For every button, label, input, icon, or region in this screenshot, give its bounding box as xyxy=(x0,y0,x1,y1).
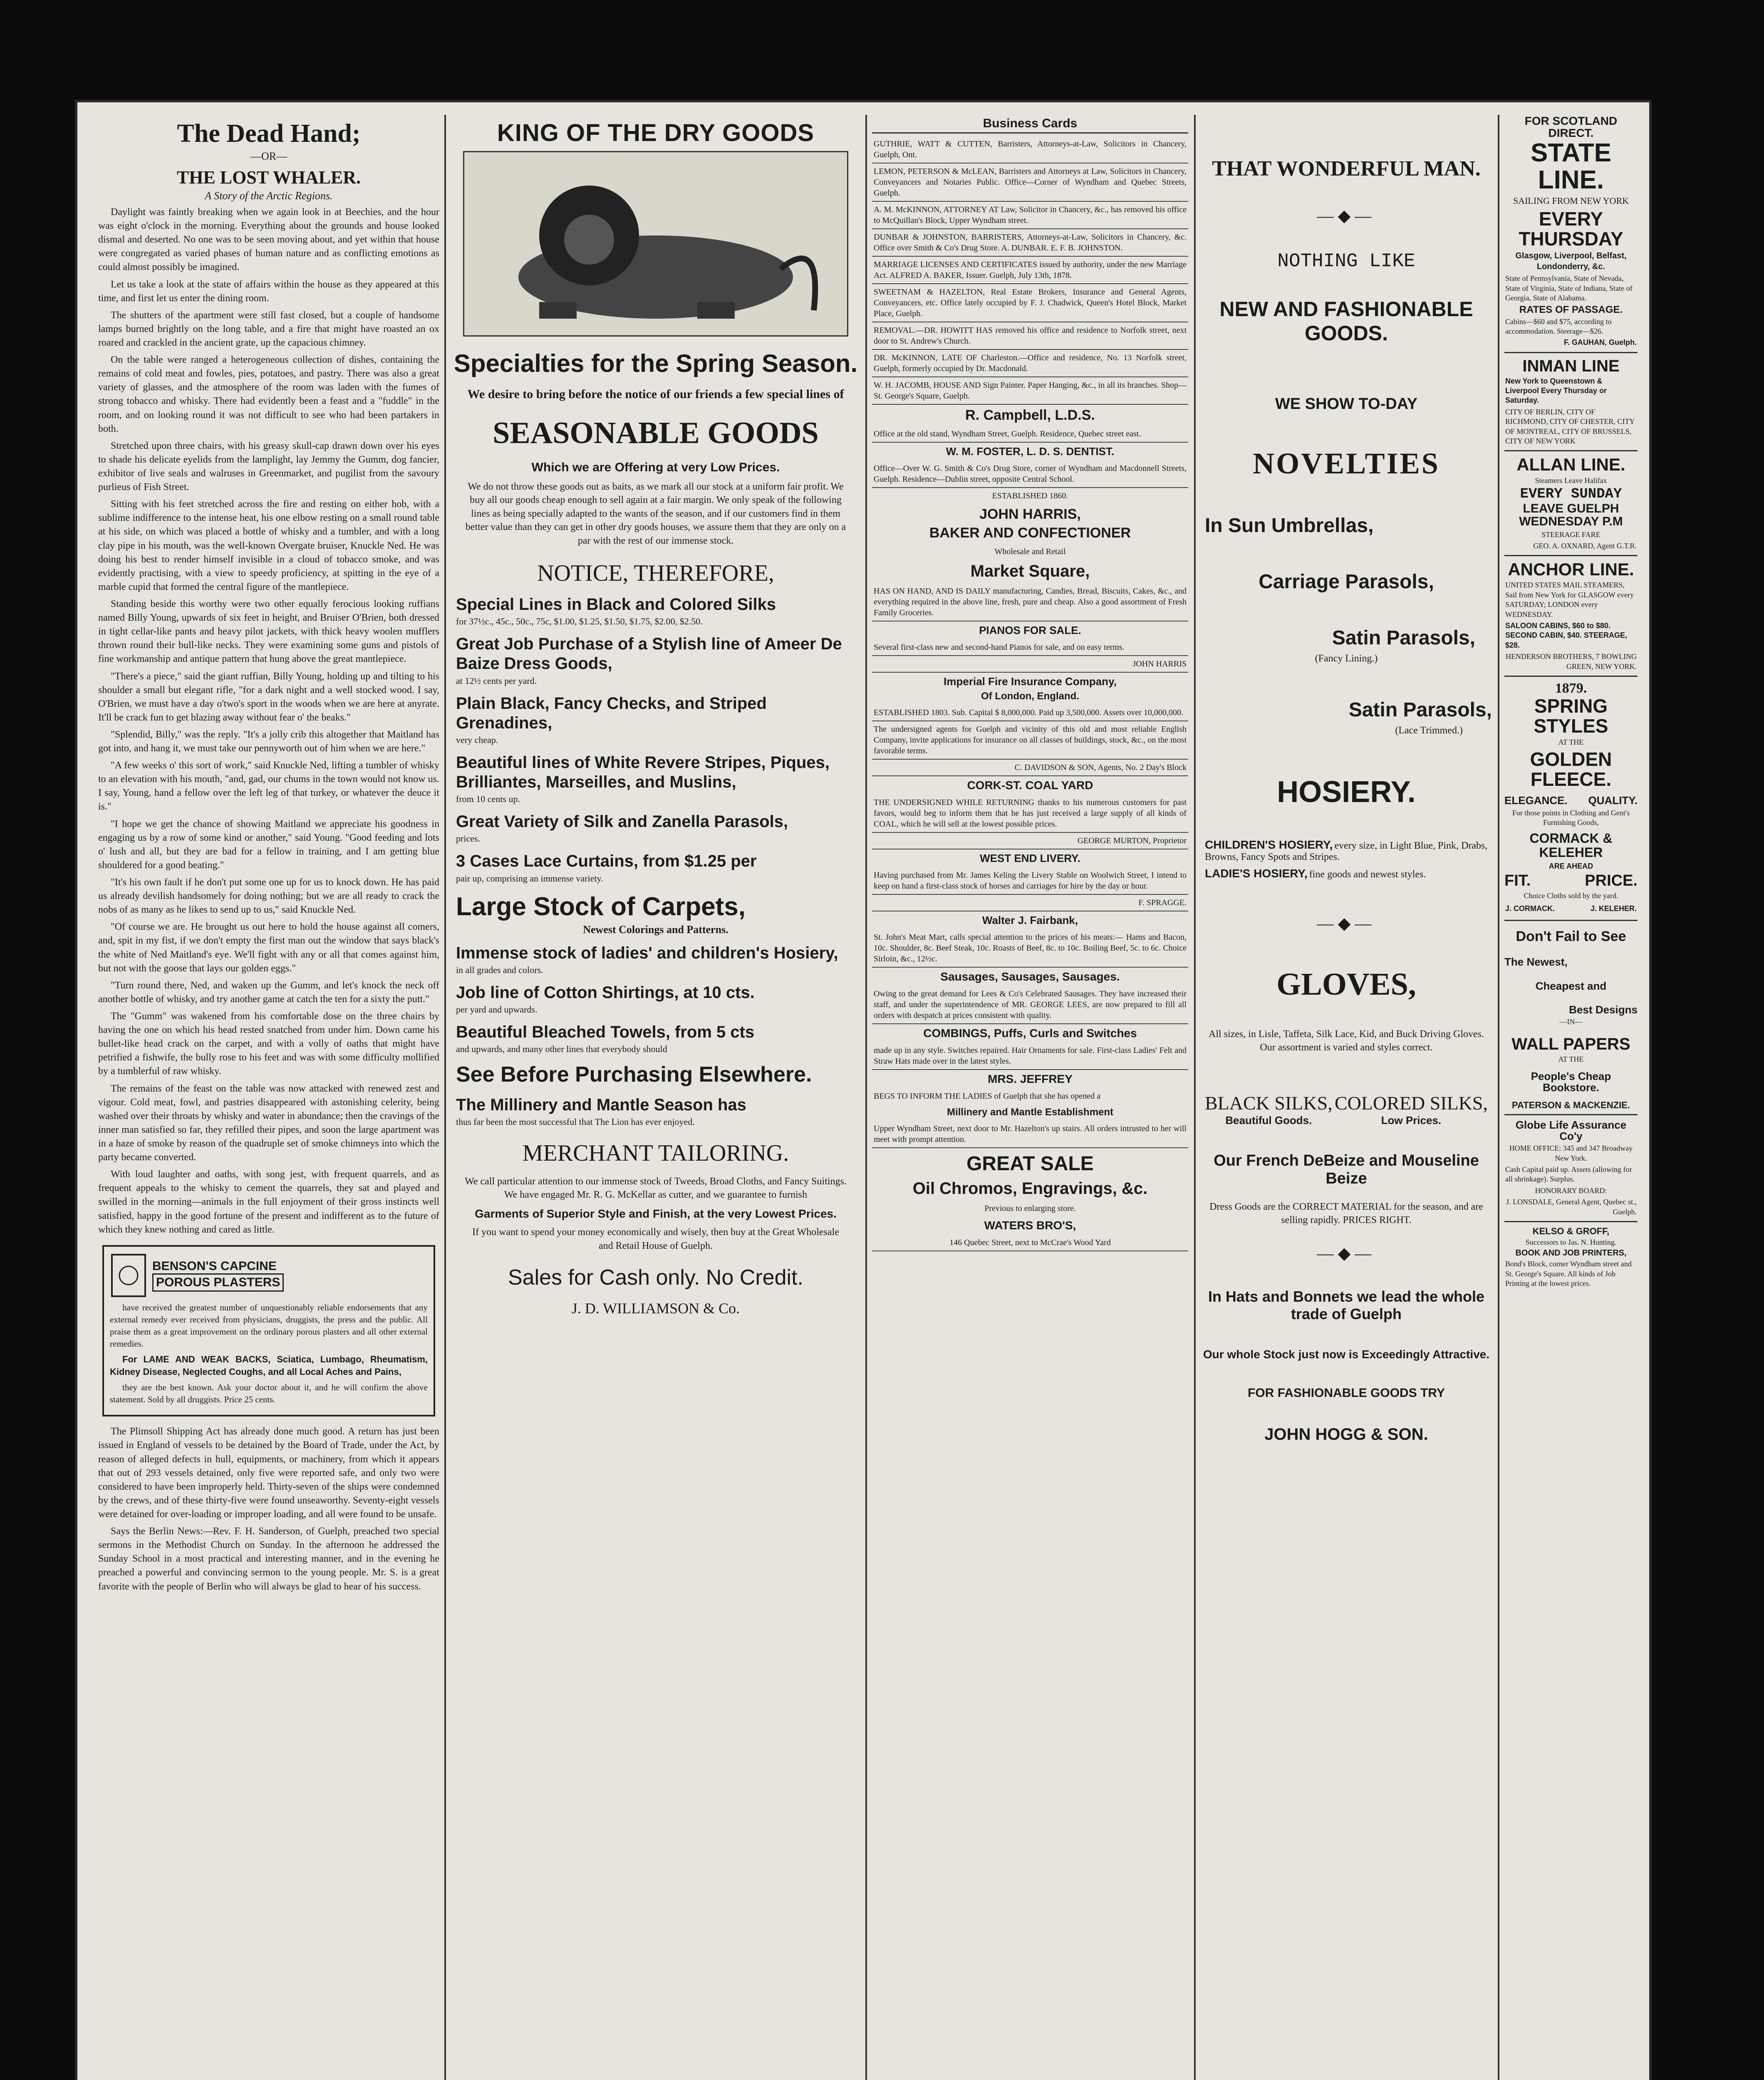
wholesale-text: Wholesale and Retail xyxy=(994,547,1066,556)
line-item: Great Job Purchase of a Stylish line of Ameer De Baize Dress Goods, xyxy=(456,635,842,673)
umbrellas: In Sun Umbrellas, xyxy=(1205,515,1374,537)
notice-heading: NOTICE, THEREFORE, xyxy=(537,560,774,586)
j-keleher: J. KELEHER. xyxy=(1590,904,1637,913)
imperial-text: ESTABLISHED 1803. Sub. Capital $ 8,000,000. Paid up 3,500,000. Assets over 10,000,000. xyxy=(872,705,1188,721)
stock-text: Our whole Stock just now is Exceedingly Attractive. xyxy=(1203,1348,1490,1361)
satin-parasols-1-note: (Fancy Lining.) xyxy=(1315,653,1378,664)
paterson: PATERSON & MACKENZIE. xyxy=(1512,1099,1630,1110)
ladies-hosiery-note: fine goods and newest styles. xyxy=(1309,869,1426,880)
allan-text: Steamers Leave Halifax xyxy=(1535,476,1607,485)
tailoring-paragraph: We call particular attention to our immense stock of Tweeds, Broad Cloths, and Fancy Suitings. We have engaged Mr. R. G. McKellar as cutter, and we guarantee to furnish xyxy=(465,1176,847,1201)
story-paragraph: "It's his own fault if he don't put some one up for us to knock down. He has paid us already devilish handsomely for doing nothing; but we are all ready to crack the nobs of as many as he likes to send up to us," said Knuckle Ned. xyxy=(98,877,439,916)
leave-guelph: LEAVE GUELPH WEDNESDAY P.M xyxy=(1519,501,1623,529)
story-or: —OR— xyxy=(250,150,287,162)
carriage-parasols: Carriage Parasols, xyxy=(1259,571,1434,593)
dont-fail: Don't Fail to See xyxy=(1516,928,1626,944)
story-paragraph: "I hope we get the chance of showing Maitland we appreciate his goodness in engaging us by a row of some kind or another," said Young. "Good feeding and lots o' lush and all, but they are bad for a fellow in training, and I am getting blue shouldered for a good beating." xyxy=(98,818,439,871)
story-paragraph: Sitting with his feet stretched across the fire and resting on either hob, with a sublime indifference to the intense heat, his one elbow resting on a small round table at his side, on which was placed a bottle of whisky and a tumbler, and with a long clay pipe in his mouth, was the well-known Overgate bruiser, Knuckle Ned. He was doing his best to render himself invisible in a cloud of tobacco smoke, and was evidently practising, with a view to speedy proficiency, at spitting in the eye of a marble cupid that formed the central figure of the mantlepiece. xyxy=(98,499,439,592)
story-paragraph: Daylight was faintly breaking when we again look in at Beechies, and the hour was eight o'clock in the morning. Everything about the grounds and house looked dismal and deserted. No one was to be seen moving about, and yet within that house were congregated as varied phases of human nature and as conflicting emotions as could almost possibly be imagined. xyxy=(98,207,439,273)
book-heading: BOOK AND JOB PRINTERS, xyxy=(1515,1248,1627,1258)
at-the-2: AT THE xyxy=(1558,1055,1584,1063)
column-rule xyxy=(1194,115,1196,2080)
livery-heading: WEST END LIVERY. xyxy=(980,852,1080,864)
lion-illustration xyxy=(463,151,848,337)
business-card: DUNBAR & JOHNSTON, BARRISTERS, Attorneys-at-Law, Solicitors in Chancery, &c. Office over Smith & Co's Drug Store. A. DUNBAR. E. F. B. JOHNSTON. xyxy=(872,229,1188,257)
cork-heading: CORK-ST. COAL YARD xyxy=(967,779,1093,792)
livery-text: Having purchased from Mr. James Keling the Livery Stable on Woolwich Street, I intend to keep on hand a first-class stock of horses and carriages for hire by the day or hour. xyxy=(872,867,1188,895)
ornament: —◆— xyxy=(1317,914,1376,933)
line-detail: and upwards, and many other lines that everybody should xyxy=(456,1044,667,1055)
satin-parasols-2: Satin Parasols, xyxy=(1348,699,1492,721)
inman-ships: CITY OF BERLIN, CITY OF RICHMOND, CITY OF CHESTER, CITY OF MONTREAL, CITY OF BRUSSELS, CITY OF NEW YORK xyxy=(1505,407,1635,446)
waters-heading: WATERS BRO'S, xyxy=(984,1219,1076,1232)
fashionable-text: FOR FASHIONABLE GOODS TRY xyxy=(1248,1386,1445,1400)
choice-text: Choice Cloths sold by the yard. xyxy=(1524,891,1618,900)
hogg-headline: THAT WONDERFUL MAN. xyxy=(1212,157,1481,181)
plaster-text: have received the greatest number of unquestionably reliable endorsements that any external remedy ever received from physicians, druggists, the press and the public. All praise them as a great improvement on the ordinary porous plasters and all other external remedies. xyxy=(110,1302,428,1349)
sausages-text: Owing to the great demand for Lees & Co's Celebrated Sausages. They have increased their staff, and under the superintendence of MR. GEORGE LEES, are now prepared to fill all orders with despatch at prices consistent with quality. xyxy=(872,986,1188,1024)
baker-heading: BAKER AND CONFECTIONER xyxy=(929,525,1131,541)
childrens-hosiery-note: every size, in Light Blue, Pink, Drabs, Browns, Fancy Spots and Stripes. xyxy=(1205,840,1488,862)
year-heading: 1879. xyxy=(1555,680,1587,696)
column-rule xyxy=(444,115,446,2080)
plaster-bold: For LAME AND WEAK BACKS, Sciatica, Lumbago, Rheumatism, Kidney Disease, Neglected Coughs, and all Local Aches and Pains, xyxy=(110,1354,428,1377)
satin-parasols-1: Satin Parasols, xyxy=(1332,627,1475,649)
anchor-heading: ANCHOR LINE. xyxy=(1508,560,1634,579)
plaster-text-2: they are the best known. Ask your doctor about it, and he will confirm the above statement. Sold by all druggists. Price 25 cents. xyxy=(110,1382,428,1405)
state-line-heading: STATE LINE. xyxy=(1530,138,1612,194)
harris-signature: JOHN HARRIS xyxy=(872,656,1188,673)
line-item: 3 Cases Lace Curtains, from $1.25 per xyxy=(456,852,757,871)
line-item: Beautiful lines of White Revere Stripes, Piques, Brilliantes, Marseilles, and Muslins, xyxy=(456,753,830,792)
honorary-board: HONORARY BOARD: xyxy=(1535,1186,1607,1195)
established-text: ESTABLISHED 1860. xyxy=(992,491,1068,500)
gloves-text: All sizes, in Lisle, Taffeta, Silk Lace, Kid, and Buck Driving Gloves. Our assortment is varied and styles correct. xyxy=(1209,1028,1484,1053)
campbell-heading: R. Campbell, L.D.S. xyxy=(965,407,1095,423)
line-item: Plain Black, Fancy Checks, and Striped Grenadines, xyxy=(456,694,767,732)
cheapest: Cheapest and xyxy=(1535,979,1607,992)
story-paragraph: On the table were ranged a heterogeneous collection of dishes, containing the remains of cold meat and fowles, pies, potatoes, and pastry. There was also a great variety of glasses, and the atmosphere of the room was laden with the fumes of strong tobacco and whisky. There had evidently been a feast and a "fuddle" in the room, and on looking round it was not difficult to see who had been partakers in both. xyxy=(98,354,439,434)
hats-heading: In Hats and Bonnets we lead the whole trade of Guelph xyxy=(1208,1288,1485,1323)
jeffrey-heading: MRS. JEFFREY xyxy=(988,1072,1073,1085)
inman-heading: INMAN LINE xyxy=(1522,357,1620,375)
business-card: SWEETNAM & HAZELTON, Real Estate Brokers, Insurance and General Agents, Conveyancers, etc. Office lately occupied by F. J. Chadwick, Queen's Hotel Block, Market Place, Guelph. xyxy=(872,284,1188,322)
advertisements-column xyxy=(1504,115,1638,2080)
ornament: —◆— xyxy=(1317,1244,1376,1263)
great-sale-heading: GREAT SALE xyxy=(966,1153,1094,1175)
ad-signature: J. D. WILLIAMSON & Co. xyxy=(571,1300,740,1317)
lonsdale: J. LONSDALE, General Agent, Quebec st., Guelph. xyxy=(1506,1198,1637,1216)
story-paragraph: "Splendid, Billy," was the reply. "It's a jolly crib this altogether that Maitland has got into, and hang it, we must take our pennyworth out of him when we are here." xyxy=(98,729,439,754)
story-paragraph: "Turn round there, Ned, and waken up the Gumm, and let's knock the neck off another bottle of whisky, and try another game at catch the ten for a sixty the putt." xyxy=(98,980,439,1005)
business-card: MARRIAGE LICENSES AND CERTIFICATES issued by authority, under the new Marriage Act. ALFRED A. BAKER, Issuer. Guelph, July 13th, 1878. xyxy=(872,257,1188,284)
ports-text: Glasgow, Liverpool, Belfast, Londonderry, &c. xyxy=(1515,251,1627,272)
plaster-title-2: POROUS PLASTERS xyxy=(152,1273,284,1292)
line-item: See Before Purchasing Elsewhere. xyxy=(456,1062,812,1087)
business-card: LEMON, PETERSON & McLEAN, Barristers and Attorneys at Law, Solicitors in Chancery, Conveyancers and Notaries Public. Office—Corner of Wyndham and Quebec Streets, Guelph. xyxy=(872,163,1188,202)
at-the: AT THE xyxy=(1558,738,1584,747)
ornament: —◆— xyxy=(1317,206,1376,225)
line-item: Special Lines in Black and Colored Silks xyxy=(456,595,776,614)
globe-text: HOME OFFICE: 345 and 347 Broadway New York. xyxy=(1509,1144,1633,1162)
novelties-heading: NOVELTIES xyxy=(1253,447,1440,480)
williamson-ad xyxy=(452,115,860,2080)
news-paragraph: The Plimsoll Shipping Act has already done much good. A return has just been issued in England of vessels to be detained by the Board of Trade, under the Act, by reason of alleged defects in hull, equipments, or machinery, from which it appears that out of 293 vessels detained, only five were reported safe, and only two were considered to have been improperly held. Thirty-seven of the ships were condemned by the crews, and of these thirty-five were found unseaworthy. Seventy-eight vessels were detained for over-loading or improper loading, and all were found to be unsafe. xyxy=(98,1426,439,1520)
line-item: Immense stock of ladies' and children's Hosiery, xyxy=(456,943,838,962)
chromos-text: Previous to enlarging store. xyxy=(984,1204,1076,1213)
satin-parasols-2-note: (Lace Trimmed.) xyxy=(1395,725,1463,736)
line-detail: at 12½ cents per yard. xyxy=(456,675,537,686)
foster-text: Office—Over W. G. Smith & Co's Drug Store, corner of Wyndham and Macdonnell Streets, Guelph. Residence—Dublin street, opposite Central School. xyxy=(872,461,1188,488)
imperial-text-2: The undersigned agents for Guelph and vicinity of this old and most reliable English Company, invite applications for insurance on all classes of buildings, stock, &c., on the most favorable terms. xyxy=(872,721,1188,760)
black-silks: BLACK SILKS, xyxy=(1205,1092,1333,1114)
in-text: —IN— xyxy=(1559,1018,1583,1026)
pianos-text: Several first-class new and second-hand Pianos for sale, and on easy terms. xyxy=(872,639,1188,656)
combings-text: made up in any style. Switches repaired. Hair Ornaments for sale. First-class Ladies' Felt and Straw Hats made over in the latest styles. xyxy=(872,1042,1188,1070)
imperial-heading: Imperial Fire Insurance Company, xyxy=(944,675,1117,688)
anchor-fares: SALOON CABINS, $60 to $80. SECOND CABIN, $40. STEERAGE, $28. xyxy=(1505,622,1628,649)
anchor-text: UNITED STATES MAIL STEAMERS, Sail from New York for GLASGOW every SATURDAY; LONDON every WEDNESDAY. xyxy=(1505,581,1634,619)
story-title: The Dead Hand; xyxy=(177,119,361,148)
business-cards-header: Business Cards xyxy=(872,116,1188,134)
column-rule xyxy=(865,115,867,2080)
line-detail: from 10 cents up. xyxy=(456,794,520,805)
waters-text: 146 Quebec Street, next to McCrae's Wood Yard xyxy=(872,1235,1188,1251)
hogg-signature: JOHN HOGG & SON. xyxy=(1264,1425,1428,1444)
cork-signature: GEORGE MURTON, Proprietor xyxy=(872,833,1188,849)
line-detail: thus far been the most successful that The Lion has ever enjoyed. xyxy=(456,1116,695,1127)
cash-text: Sales for Cash only. No Credit. xyxy=(508,1265,803,1290)
best-designs: Best Designs xyxy=(1569,1003,1638,1016)
story-paragraph: Stretched upon three chairs, with his greasy skull-cap drawn down over his eyes to shade his delicate eyelids from the lamplight, lay Jemmy the Gumm, dog fancier, exhibitor of live seals and walruses in Greenmarket, and pugilist from the savoury purlieus of Fish Street. xyxy=(98,440,439,493)
black-silks-note: Beautiful Goods. xyxy=(1225,1114,1312,1127)
clothing-text: For those points in Clothing and Gent's Furnishing Goods, xyxy=(1512,808,1630,827)
debeize-heading: Our French DeBeize and Mouseline Beize xyxy=(1214,1151,1479,1187)
elegance: ELEGANCE. xyxy=(1504,794,1568,807)
wall-papers: WALL PAPERS xyxy=(1511,1035,1630,1053)
kelso-heading: KELSO & GROFF, xyxy=(1532,1226,1610,1236)
market-heading: Market Square, xyxy=(970,562,1090,580)
story-column xyxy=(98,115,439,2080)
every-sunday: EVERY SUNDAY xyxy=(1520,486,1622,502)
price: PRICE. xyxy=(1585,872,1638,889)
business-card: DR. McKINNON, LATE OF Charleston.—Office and residence, No. 13 Norfolk street, Guelph, formerly occupied by Dr. Macdonald. xyxy=(872,350,1188,377)
cork-text: THE UNDERSIGNED WHILE RETURNING thanks to his numerous customers for past favors, would beg to inform them that he has just received a large supply of all kinds of COAL, which he will sell at the lowest possible prices. xyxy=(872,795,1188,833)
combings-heading: COMBINGS, Puffs, Curls and Switches xyxy=(923,1027,1137,1040)
are-ahead: ARE AHEAD xyxy=(1548,862,1593,870)
golden-fleece: GOLDEN FLEECE. xyxy=(1530,748,1612,790)
chromos-heading: Oil Chromos, Engravings, &c. xyxy=(912,1179,1148,1198)
jeffrey-text-2: Upper Wyndham Street, next door to Mr. Hazelton's up stairs. All orders intrusted to her will meet with prompt attention. xyxy=(872,1121,1188,1148)
j-cormack: J. CORMACK. xyxy=(1505,904,1555,913)
line-item: Large Stock of Carpets, xyxy=(456,892,746,921)
intro-text: We desire to bring before the notice of our friends a few special lines of xyxy=(467,387,844,401)
kelso-text: Successors to Jas. N. Hunting. xyxy=(1525,1238,1617,1247)
plaster-title-1: BENSON'S CAPCINE xyxy=(152,1259,277,1273)
ladies-hosiery: LADIE'S HOSIERY, xyxy=(1205,867,1308,880)
quality: QUALITY. xyxy=(1588,794,1638,807)
harris-heading: JOHN HARRIS, xyxy=(979,506,1081,522)
business-cards-column xyxy=(872,115,1188,2080)
ad-paragraph: We do not throw these goods out as baits, as we mark all our stock at a uniform fair profit. We buy all our goods cheap enough to sell again at a fair margin. We only speak of the following lines as being specially adapted to the wants of the season, and if our customers find in them better value than they can get in other dry goods houses, we assure them that they are only on a par with the rest of our immense stock. xyxy=(465,481,846,546)
debeize-text: Dress Goods are the CORRECT MATERIAL for the season, and are selling rapidly. PRICES RIGHT. xyxy=(1209,1201,1483,1226)
plasters-ad xyxy=(102,1245,435,1417)
rates-heading: RATES OF PASSAGE. xyxy=(1519,304,1623,316)
hogg-ad xyxy=(1201,115,1492,2080)
newspaper-page xyxy=(75,100,1652,2080)
line-item: Beautiful Bleached Towels, from 5 cts xyxy=(456,1023,755,1042)
tailoring-heading: MERCHANT TAILORING. xyxy=(522,1140,789,1166)
fairbank-text: St. John's Meat Mart, calls special attention to the prices of his meats:— Hams and Bacon, 10c. Shoulder, 8c. Beef Steak, 10c. Roasts of Beef, 8c. to 10c. Boiling Beef, 5c. to 6c. Choice Sirloin, &c., 12½c. xyxy=(872,929,1188,968)
globe-text-2: Cash Capital paid up. Assets (allowing for all shrinkage). Surplus. xyxy=(1505,1165,1632,1184)
line-item: Great Variety of Silk and Zanella Parasols, xyxy=(456,812,788,831)
imperial-subheading: Of London, England. xyxy=(981,691,1079,702)
gloves-heading: GLOVES, xyxy=(1276,966,1416,1002)
childrens-hosiery: CHILDREN'S HOSIERY, xyxy=(1205,838,1333,851)
business-card: REMOVAL.—DR. HOWITT HAS removed his office and residence to Norfolk street, next door to St. Andrew's Church. xyxy=(872,322,1188,350)
colored-silks: COLORED SILKS, xyxy=(1334,1092,1488,1114)
campbell-text: Office at the old stand, Wyndham Street, Guelph. Residence, Quebec street east. xyxy=(872,426,1188,443)
ships-text: State of Pennsylvania, State of Nevada, State of Virginia, State of Indiana, State of Georgia, State of Alabama. xyxy=(1505,274,1633,302)
bookstore: People's Cheap Bookstore. xyxy=(1531,1070,1611,1094)
line-detail: Newest Colorings and Patterns. xyxy=(583,923,728,936)
story-paragraph: Standing beside this worthy were two other equally ferocious looking ruffians named Billy Young, upwards of six feet in height, and Bruiser O'Brien, both dressed in tight cellar-like pants and heavy pilot jackets, with thick heavy woolen mufflers thrown round their bull-like necks. They were examining some guns and pistols of fine workmanship and antique pattern that hung above the great mantlepiece. xyxy=(98,598,439,665)
story-paragraph: The "Gumm" was wakened from his comfortable dose on the three chairs by having the one on which his head rested snatched from under him. Down came his bullet-like head crack on the carpet, and with a volly of oaths that might have petrified a fishwife, the bully rose to his feet and was with some difficulty mollified by a tumblerful of raw whisky. xyxy=(98,1011,439,1077)
line-detail: pair up, comprising an immense variety. xyxy=(456,873,603,884)
globe-heading: Globe Life Assurance Co'y xyxy=(1515,1118,1627,1142)
story-paragraph: Let us take a look at the state of affairs within the house as they appeared at this time, and first let us enter the dining room. xyxy=(98,279,439,304)
imperial-signature: C. DAVIDSON & SON, Agents, No. 2 Day's Block xyxy=(872,760,1188,776)
story-paragraph: "A few weeks o' this sort of work," said Knuckle Ned, lifting a tumbler of whisky to an elevation with his mouth, "and, gad, our chums in the town would not know us. I say, Young, hand a fellow over the left leg of that turkey, or whatever the deuce it is." xyxy=(98,760,439,812)
line-item: Job line of Cotton Shirtings, at 10 cts. xyxy=(456,983,755,1002)
rates-text: Cabins—$60 and $75, according to accommodation. Steerage—$26. xyxy=(1505,317,1612,335)
millinery-heading: Millinery and Mantle Establishment xyxy=(946,1107,1114,1118)
every-thursday: EVERY THURSDAY xyxy=(1519,208,1623,250)
sailing-text: SAILING FROM NEW YORK xyxy=(1513,195,1629,206)
allan-agent: GEO. A. OXNARD, Agent G.T.R. xyxy=(1533,541,1637,550)
kelso-text-2: Bond's Block, corner Wyndham street and St. George's Square. All kinds of Job Printing at the lowest prices. xyxy=(1505,1260,1632,1288)
agent-1: F. GAUHAN, Guelph. xyxy=(1564,338,1637,347)
line-item: The Millinery and Mantle Season has xyxy=(456,1095,746,1114)
story-paragraph: "Of course we are. He brought us out here to hold the house against all comers, and, spit in my fist, if we don't empty the first man out the window that says black's the white of Ned Maitland's eye. We'll fight with any or all that comes against him, but not with the goose that lays our golden eggs." xyxy=(98,921,439,974)
spend-text: If you want to spend your money economically and wisely, then buy at the Great Wholesale and Retail House of Guelph. xyxy=(472,1227,839,1251)
pianos-heading: PIANOS FOR SALE. xyxy=(979,624,1081,636)
jeffrey-text: BEGS TO INFORM THE LADIES of Guelph that she has opened a xyxy=(874,1092,1100,1101)
show-today: WE SHOW TO-DAY xyxy=(1275,395,1418,413)
spring-styles: SPRING STYLES xyxy=(1534,695,1608,737)
plaster-icon xyxy=(110,1253,147,1298)
cormack-heading: CORMACK & KELEHER xyxy=(1529,831,1613,860)
business-card: GUTHRIE, WATT & CUTTEN, Barristers, Attorneys-at-Law, Solicitors in Chancery, Guelph, Ont. xyxy=(872,136,1188,163)
story-title-2: THE LOST WHALER. xyxy=(176,167,361,188)
harris-text: HAS ON HAND, AND IS DAILY manufacturing, Candies, Bread, Biscuits, Cakes, &c., and everything required in the above line, fresh, pure and cheap. Also a good assortment of Fresh Family Groceries. xyxy=(872,583,1188,622)
fairbank-heading: Walter J. Fairbank, xyxy=(982,914,1078,926)
steerage-heading: STEERAGE FARE xyxy=(1541,530,1600,539)
story-paragraph: The shutters of the apartment were still fast closed, but a couple of handsome lamps burned brightly on the long table, and a fire that might have roasted an ox roared and crackled in the ancient grate, up the capacious chimney. xyxy=(98,310,439,348)
story-paragraph: "There's a piece," said the giant ruffian, Billy Young, holding up and tilting to his shoulder a small but elegant rifle, "for a dark night and a well stocked wood. I say, O'Brien, we must have a day o'two's sport in the woods when we are here at anyrate. It'll be crack fun to get blazing away without fear o' the beaks." xyxy=(98,671,439,723)
colored-silks-note: Low Prices. xyxy=(1381,1114,1442,1127)
offering-text: Which we are Offering at very Low Prices. xyxy=(531,460,780,474)
new-goods: NEW AND FASHIONABLE GOODS. xyxy=(1219,297,1473,345)
scotland-heading: FOR SCOTLAND DIRECT. xyxy=(1524,115,1618,140)
business-card: A. M. McKINNON, ATTORNEY AT Law, Solicitor in Chancery, &c., has removed his office to McQuillan's Block, Upper Wyndham street. xyxy=(872,202,1188,229)
henderson-text: HENDERSON BROTHERS, 7 BOWLING GREEN, NEW YORK. xyxy=(1506,652,1637,671)
line-detail: for 37½c., 45c., 50c., 75c, $1.00, $1.25, $1.50, $1.75, $2.00, $2.50. xyxy=(456,616,703,627)
business-card: W. H. JACOMB, HOUSE AND Sign Painter. Paper Hanging, &c., in all its branches. Shop—St. George's Square, Guelph. xyxy=(872,377,1188,405)
foster-heading: W. M. FOSTER, L. D. S. DENTIST. xyxy=(946,445,1115,458)
line-detail: in all grades and colors. xyxy=(456,964,543,975)
line-detail: prices. xyxy=(456,833,481,844)
hosiery-heading: HOSIERY. xyxy=(1277,775,1416,809)
specialties-heading: Specialties for the Spring Season. xyxy=(453,349,858,377)
seasonable-heading: SEASONABLE GOODS xyxy=(493,416,819,450)
newest: The Newest, xyxy=(1504,956,1568,968)
line-detail: very cheap. xyxy=(456,734,498,745)
livery-signature: F. SPRAGGE. xyxy=(872,895,1188,911)
inman-text: New York to Queenstown & Liverpool Every Thursday or Saturday. xyxy=(1505,376,1607,405)
ad-title: KING OF THE DRY GOODS xyxy=(497,119,815,146)
column-rule xyxy=(1498,115,1499,2080)
line-detail: per yard and upwards. xyxy=(456,1004,538,1015)
nothing-like: NOTHING LIKE xyxy=(1277,250,1415,272)
news-paragraph: Says the Berlin News:—Rev. F. H. Sanderson, of Guelph, preached two special sermons in the Methodist Church on Sunday. In the afternoon he addressed the Sunday School in a most practical and interesting manner, and in the evening he preached a powerful and convincing sermon to the young people. Mr. S. is a great favorite with the people of Berlin who will always be glad to hear of his success. xyxy=(98,1526,439,1592)
garments-text: Garments of Superior Style and Finish, at the very Lowest Prices. xyxy=(475,1207,837,1220)
allan-heading: ALLAN LINE. xyxy=(1516,455,1625,475)
story-paragraph: The remains of the feast on the table was now attacked with renewed zest and vigour. Cold meat, fowl, and pastries disappeared with astonishing celerity, being washed over their throats by whisky and water in abundance; then the cravings of the inner man satisfied so far, they refilled their pipes, and soon the large apartment was in a haze of smoke by reason of the quadruple set of smoke chimneys into which the party became converted. xyxy=(98,1083,439,1163)
story-subtitle: A Story of the Arctic Regions. xyxy=(205,190,333,202)
sausages-heading: Sausages, Sausages, Sausages. xyxy=(940,970,1120,983)
story-paragraph: With loud laughter and oaths, with song jest, with frequent quarrels, and as frequent appeals to the whisky to cement the quarrels, they sat and played and swilled in the morning—animals in the full enjoyment of their gross instincts well satisfied, happy in the good fortune of the present and indifferent as to the future of which they knew nothing and cared as little. xyxy=(98,1169,439,1235)
fit: FIT. xyxy=(1504,872,1531,889)
